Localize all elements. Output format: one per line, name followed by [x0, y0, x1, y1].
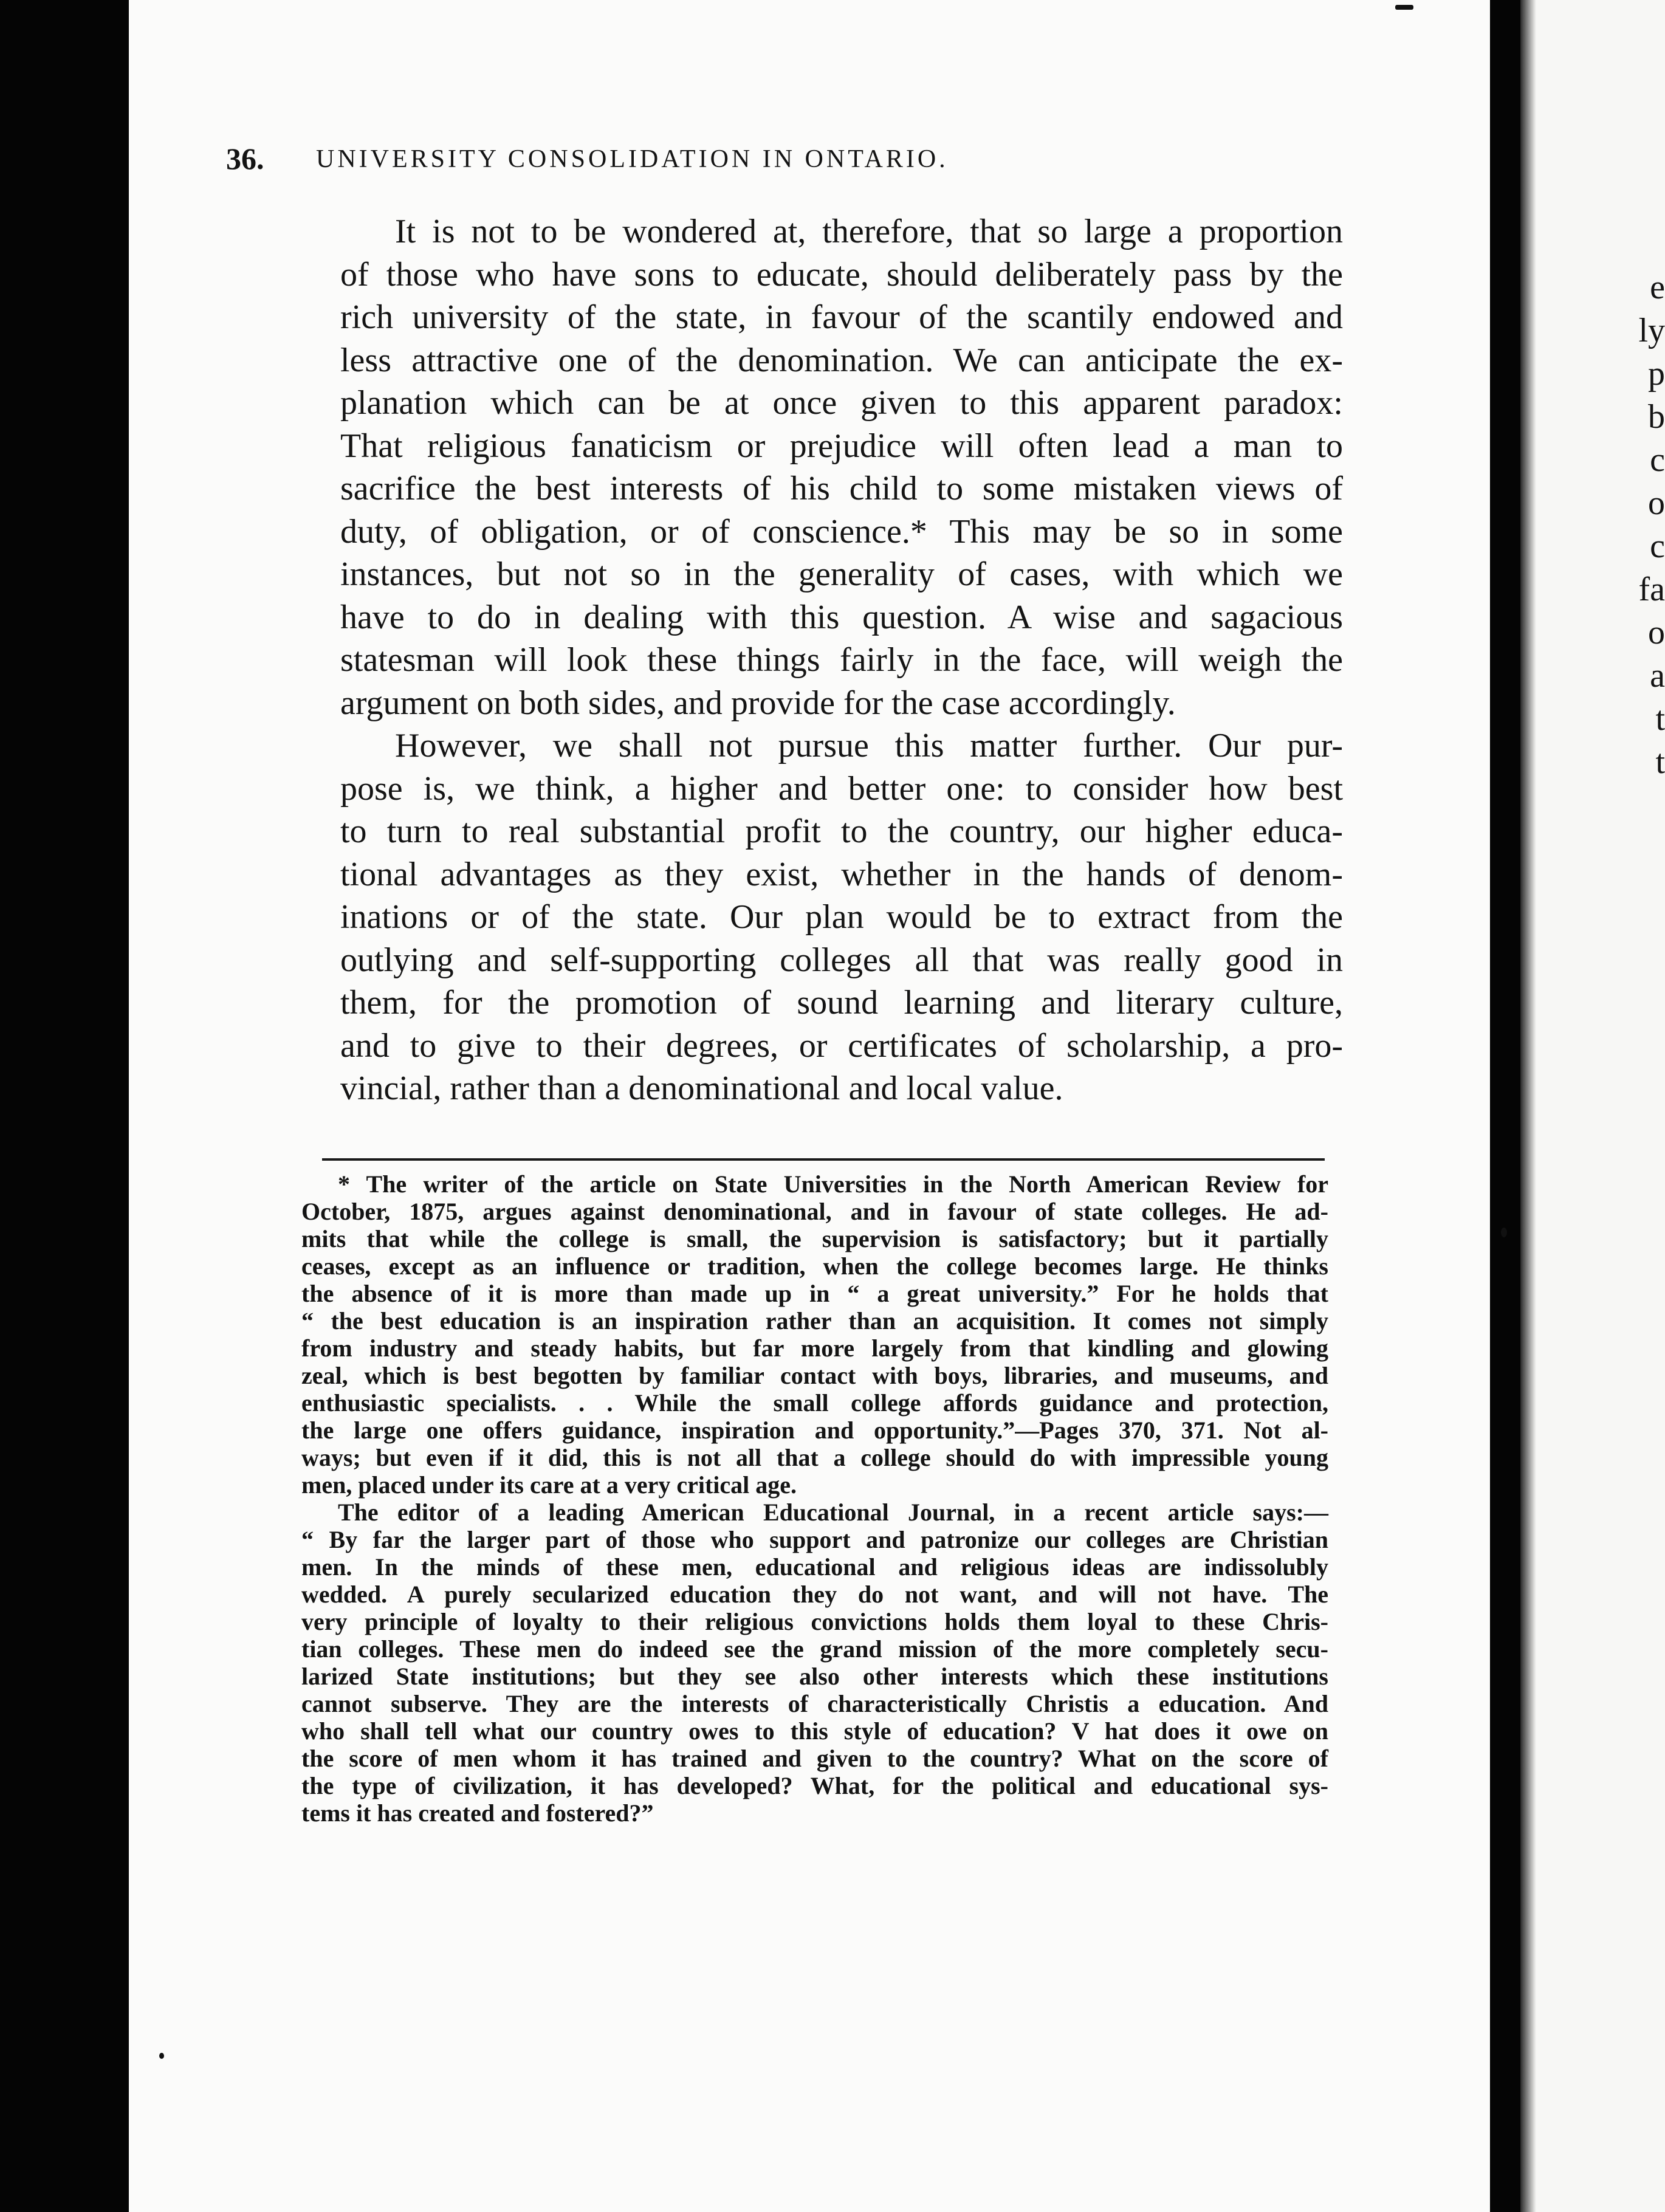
text-line: mits that while the college is small, the supervision is satisfactory; but it partially [301, 1225, 1328, 1252]
text-line: “ By far the larger part of those who support and patronize our colleges are Christian [301, 1526, 1328, 1553]
facing-line-fragment: t [1655, 743, 1665, 781]
text-line: who shall tell what our country owes to this style of education? V hat does it owe on [301, 1717, 1328, 1745]
scan-speck [1395, 5, 1413, 10]
text-line: The editor of a leading American Educational Journal, in a recent article says:— [338, 1499, 1328, 1526]
text-line: pose is, we think, a higher and better one: to consider how best [340, 769, 1343, 808]
text-line: argument on both sides, and provide for the case accordingly. [340, 684, 1176, 722]
footnote-paragraph [301, 1499, 1328, 1827]
text-line: ways; but even if it did, this is not all that a college should do with impressible young [301, 1444, 1328, 1471]
page-number: 36. [226, 142, 264, 176]
text-line: wedded. A purely secularized education they do not want, and will not have. The [301, 1581, 1328, 1608]
text-line: from industry and steady habits, but far more largely from that kindling and glowing [301, 1334, 1328, 1362]
text-line: the absence of it is more than made up in “ a great university.” For he holds that [301, 1280, 1328, 1307]
text-line: ceases, except as an influence or tradition, when the college becomes large. He thinks [301, 1252, 1328, 1280]
text-line: planation which can be at once given to this apparent paradox: [340, 384, 1343, 422]
footnote-rule [322, 1158, 1325, 1161]
text-line: less attractive one of the denomination. We can anticipate the ex- [340, 341, 1343, 379]
facing-line-fragment: ly [1638, 312, 1665, 349]
text-line: cannot subserve. They are the interests of characteristically Christiѕ a education. And [301, 1690, 1328, 1717]
footnotes [301, 1170, 1328, 1827]
body-text [340, 210, 1343, 1110]
text-line: enthusiastic specialists. . . While the small college affords guidance and protection, [301, 1389, 1328, 1417]
text-line: sacrifice the best interests of his child to some mistaken views of [340, 470, 1343, 507]
body-paragraph [340, 210, 1343, 724]
text-line: tional advantages as they exist, whether in the hands of denom- [340, 855, 1343, 893]
text-line: tian colleges. These men do indeed see the grand mission of the more completely secu- [301, 1635, 1328, 1663]
text-line: to turn to real substantial profit to the country, our higher educa- [340, 812, 1343, 850]
text-line: inations or of the state. Our plan would be to extract from the [340, 898, 1343, 936]
text-line: men. In the minds of these men, educational and religious ideas are indissolubly [301, 1553, 1328, 1581]
text-line: duty, of obligation, or of conscience.* This may be so in some [340, 512, 1343, 551]
facing-line-fragment: c [1650, 441, 1665, 479]
text-line: outlying and self-supporting colleges all that was really good in [340, 941, 1343, 979]
text-line: the large one offers guidance, inspiration and opportunity.”—Pages 370, 371. Not al- [301, 1417, 1328, 1444]
facing-line-fragment: a [1650, 657, 1665, 695]
facing-line-fragment: fa [1638, 571, 1665, 608]
running-head [226, 141, 1393, 190]
text-line: instances, but not so in the generality of cases, with which we [340, 555, 1343, 593]
text-line: larized State institutions; but they see also other interests which these institutions [301, 1663, 1328, 1690]
text-line: * The writer of the article on State Universities in the North American Review for [338, 1170, 1328, 1198]
text-line: have to do in dealing with this question. A wise and sagacious [340, 598, 1343, 636]
running-title: UNIVERSITY CONSOLIDATION IN ONTARIO. [316, 145, 949, 173]
text-line: tems it has created and fostered?” [301, 1799, 654, 1827]
footnote-paragraph [301, 1170, 1328, 1499]
text-line: That religious fanaticism or prejudice will often lead a man to [340, 427, 1343, 465]
scan-speck [1501, 1228, 1507, 1237]
facing-line-fragment: p [1648, 355, 1665, 393]
text-line: very principle of loyalty to their religious convictions holds them loyal to these Chris- [301, 1608, 1328, 1635]
text-line: statesman will look these things fairly in the face, will weigh the [340, 641, 1343, 679]
text-line: rich university of the state, in favour of the scantily endowed and [340, 298, 1343, 336]
text-line: and to give to their degrees, or certificates of scholarship, a pro- [340, 1026, 1343, 1065]
text-line: vincial, rather than a denominational and local value. [340, 1070, 1063, 1107]
facing-page-text [1636, 266, 1665, 784]
text-line: of those who have sons to educate, should deliberately pass by the [340, 255, 1343, 294]
text-line: them, for the promotion of sound learning and literary culture, [340, 984, 1343, 1022]
facing-page-edge [1520, 0, 1665, 2212]
text-line: the score of men whom it has trained and given to the country? What on the score of [301, 1745, 1328, 1772]
facing-line-fragment: e [1650, 269, 1665, 306]
facing-line-fragment: o [1648, 614, 1665, 651]
body-paragraph [340, 724, 1343, 1110]
text-line: the type of civilization, it has developed? What, for the political and educational sys- [301, 1772, 1328, 1799]
text-line: “ the best education is an inspiration rather than an acquisition. It comes not simply [301, 1307, 1328, 1334]
facing-line-fragment: t [1655, 700, 1665, 738]
text-line: zeal, which is best begotten by familiar contact with boys, libraries, and museums, and [301, 1362, 1328, 1389]
gutter-shadow [1520, 0, 1536, 2212]
facing-line-fragment: b [1648, 398, 1665, 436]
text-line: It is not to be wondered at, therefore, that so large a proportion [395, 213, 1343, 250]
text-line: October, 1875, argues against denominational, and in favour of state colleges. He ad- [301, 1198, 1328, 1225]
facing-line-fragment: c [1650, 527, 1665, 565]
facing-line-fragment: o [1648, 484, 1665, 522]
text-line: However, we shall not pursue this matter further. Our pur- [395, 727, 1343, 764]
scan-speck [159, 2053, 164, 2059]
text-line: men, placed under its care at a very critical age. [301, 1471, 797, 1499]
